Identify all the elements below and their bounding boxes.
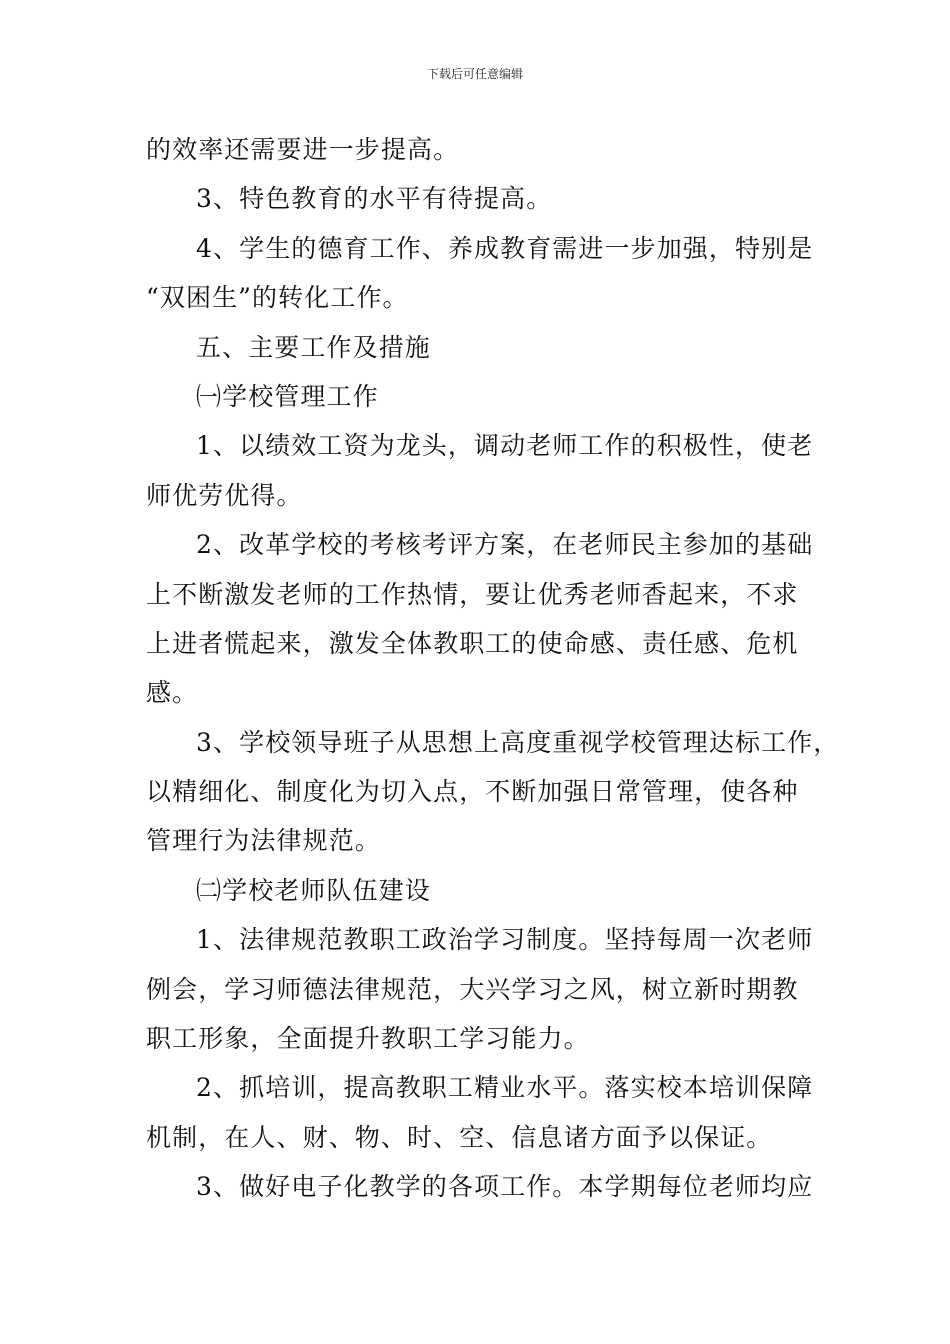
text-line: 3、学校领导班子从思想上高度重视学校管理达标工作， bbox=[196, 727, 840, 757]
text-line: 五、主要工作及措施 bbox=[196, 332, 431, 362]
text-line: 2、抓培训，提高教职工精业水平。落实校本培训保障 bbox=[196, 1073, 814, 1103]
text-line: “双困生”的转化工作。 bbox=[146, 283, 409, 313]
text-line: 3、做好电子化教学的各项工作。本学期每位老师均应 bbox=[196, 1172, 814, 1202]
text-line: 师优劳优得。 bbox=[146, 480, 303, 510]
text-line: 例会，学习师德法律规范，大兴学习之风，树立新时期教 bbox=[146, 974, 799, 1004]
text-line: ㈡学校老师队伍建设 bbox=[196, 875, 431, 905]
text-line: ㈠学校管理工作 bbox=[196, 381, 379, 411]
text-line: 2、改革学校的考核考评方案，在老师民主参加的基础 bbox=[196, 530, 814, 560]
text-line: 3、特色教育的水平有待提高。 bbox=[196, 184, 553, 214]
text-line: 职工形象，全面提升教职工学习能力。 bbox=[146, 1024, 590, 1054]
text-line: 感。 bbox=[146, 678, 199, 708]
text-line: 上不断激发老师的工作热情，要让优秀老师香起来，不求 bbox=[146, 579, 799, 609]
document-body bbox=[146, 125, 840, 1212]
text-line: 机制，在人、财、物、时、空、信息诸方面予以保证。 bbox=[146, 1122, 773, 1152]
page-header: 下载后可任意编辑 bbox=[426, 67, 523, 81]
text-line: 以精细化、制度化为切入点，不断加强日常管理，使各种 bbox=[146, 777, 799, 807]
text-line: 上进者慌起来，激发全体教职工的使命感、责任感、危机 bbox=[146, 628, 799, 658]
text-line: 管理行为法律规范。 bbox=[146, 826, 381, 856]
text-line: 1、法律规范教职工政治学习制度。坚持每周一次老师 bbox=[196, 925, 814, 955]
text-line: 4、学生的德育工作、养成教育需进一步加强，特别是 bbox=[196, 233, 814, 263]
text-line: 的效率还需要进一步提高。 bbox=[146, 135, 460, 164]
text-line: 1、以绩效工资为龙头，调动老师工作的积极性，使老 bbox=[196, 431, 814, 461]
